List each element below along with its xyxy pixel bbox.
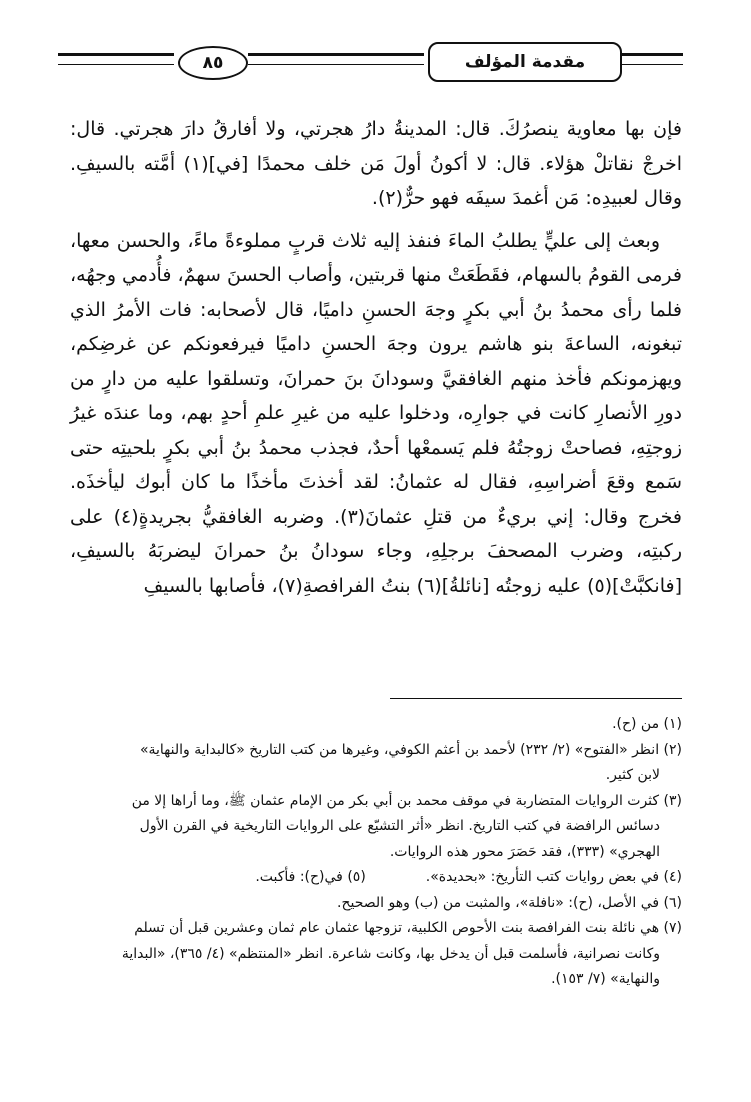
footnote-5: (٥) في(ح): فأكبت. <box>255 869 366 885</box>
footnote-4: (٤) في بعض روايات كتب التأريخ: «بحديدة». <box>425 869 682 885</box>
footnote-6: (٦) في الأصل، (ح): «نافلة»، والمثبت من (ب) وهو الصحيح. <box>337 894 682 911</box>
header-rule-left-bottom <box>58 64 174 65</box>
footnote-divider <box>390 698 682 699</box>
footnote-1: (١) من (ح). <box>612 716 682 732</box>
header-rule-right-top <box>622 53 683 56</box>
footnotes <box>70 712 682 993</box>
page-header <box>58 40 683 82</box>
header-rule-middle-top <box>248 53 424 56</box>
footnote-3-continuation: دسائس الرافضة في كتب التاريخ. انظر «أثر التشيّع على الروايات التاريخية في القرن الأول <box>139 818 660 834</box>
footnote-3-continuation: الهجري» (٣٣٣)، فقد حَصَرَ محور هذه الروايات. <box>389 843 660 860</box>
header-rule-middle-bottom <box>248 64 424 65</box>
header-rule-left-top <box>58 53 174 56</box>
footnote-row <box>70 865 682 891</box>
main-text <box>70 112 682 603</box>
footnote-7: (٧) هي نائلة بنت الفرافصة بنت الأحوص الكلبية، تزوجها عثمان عام ثمان وعشرين قبل أن تسلم <box>134 920 682 936</box>
page-number: ٨٥ <box>178 46 248 80</box>
header-rule-right-bottom <box>622 64 683 65</box>
section-title: مقدمة المؤلف <box>428 42 622 82</box>
paragraph: فإن بها معاوية ينصرُكَ. قال: المدينةُ دارُ هجرتي، ولا أفارقُ دارَ هجرتي. قال: اخرجْ نقاتلْ هؤلاء. قال: لا أكونُ أولَ مَن خلف محمدًا [في](١) أمَّته بالسيفِ. وقال لعبيدِه: مَن أغمدَ سيفَه فهو حرٌّ(٢). <box>70 118 683 209</box>
paragraph: وبعث إلى عليٍّ يطلبُ الماءَ فنفذ إليه ثلاث قربٍ مملوءةً ماءً، والحسن معها، فرمى القومُ بالسهام، فقَطَعَتْ منها قربتين، وأصاب الحسنَ سهمٌ، فأُدمي وجهُه، فلما رأى محمدُ بنُ أبي بكرٍ وجهَ الحسنِ داميًا، قال لأصحابه: فات الأمرُ الذي تبغونه، الساعةَ بنو هاشم يرون وجهَ الحسنِ داميًا فيرفعونكم عن غرضِكم، ويهزمونكم فأخذ منهم الغافقيَّ وسودانَ بنَ حمرانَ، وتسلقوا عليه من دارٍ من دورِ الأنصارِ كانت في جوارِه، ودخلوا عليه من غيرِ علمِ أحدٍ بهم، وما عندَه غيرُ زوجتِهِ، فصاحتْ زوجتُهُ فلم يَسمعْها أحدٌ، فجذب محمدُ بنُ أبي بكرٍ بلحيتِه حتى سَمع وقعَ أضراسِهِ، فقال له عثمانُ: لقد أخذتَ مأخذًا ما كان أبوك ليأخذَه. فخرج وقال: إني بريءٌ من قتلِ عثمانَ(٣). وضربه الغافقيُّ بجريدةٍ(٤) على ركبتِه، وضرب المصحفَ برجلِهِ، وجاء سودانُ بنُ حمرانَ ليضربَهُ بالسيفِ، [فانكبَّتْ](٥) عليه زوجتُه [نائلةُ](٦) بنتُ الفرافصةِ(٧)، فأصابها بالسيفِ <box>70 229 682 597</box>
footnote-2-continuation: لابن كثير. <box>605 767 660 783</box>
footnote-2: (٢) انظر «الفتوح» (٢/ ٢٣٢) لأحمد بن أعثم الكوفي، وغيرها من كتب التاريخ «كالبداية والنهاية» <box>139 741 682 758</box>
footnote-7-continuation: وكانت نصرانية، فأسلمت قبل أن يدخل بها، وكانت شاعرة. انظر «المنتظم» (٤/ ٣٦٥)، «البداية <box>121 945 660 962</box>
footnote-3: (٣) كثرت الروايات المتضاربة في موقف محمد بن أبي بكر من الإمام عثمان ﷺ، وما أراها إلا من <box>131 792 682 809</box>
footnote-7-continuation: والنهاية» (٧/ ١٥٣). <box>551 971 660 987</box>
